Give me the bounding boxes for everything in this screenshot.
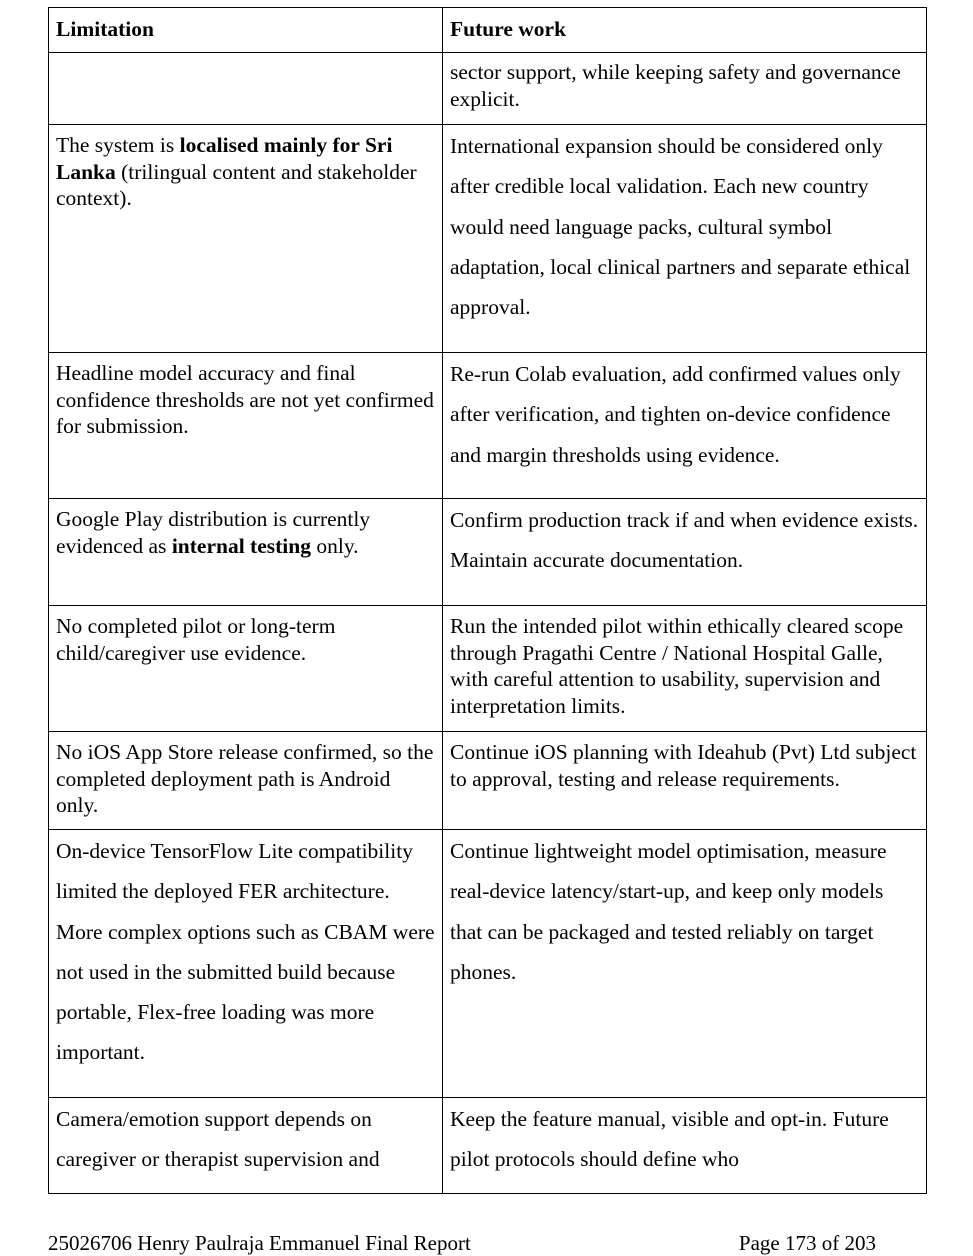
table-row [49, 732, 927, 830]
limitation-text: (trilingual content and stakeholder context). [56, 159, 417, 210]
table-row [49, 353, 927, 499]
footer-page-number: Page 173 of 203 [738, 1231, 876, 1255]
limitation-text: only. [310, 533, 359, 558]
limitation-cell [49, 125, 443, 353]
limitation-cell: Headline model accuracy and final confidence thresholds are not yet confirmed for submission. [49, 353, 443, 499]
future-work-cell: Run the intended pilot within ethically cleared scope through Pragathi Centre / National Hospital Galle, with careful attention to usability, supervision and interpretation limits. [443, 606, 927, 732]
table-row [49, 606, 927, 732]
header-future-work: Future work [443, 8, 927, 53]
future-work-cell: International expansion should be considered only after credible local validation. Each new country would need language packs, cultural symbol adaptation, local clinical partners and separate ethical approval. [443, 125, 927, 353]
table-row [49, 53, 927, 125]
limitation-text: The system is [56, 133, 180, 157]
header-limitation: Limitation [49, 8, 443, 53]
future-work-cell: Continue iOS planning with Ideahub (Pvt) Ltd subject to approval, testing and release requirements. [443, 732, 927, 830]
table-row [49, 499, 927, 606]
table-row [49, 1098, 927, 1194]
limitations-table [48, 7, 927, 1194]
limitation-cell: No completed pilot or long-term child/caregiver use evidence. [49, 606, 443, 732]
limitation-cell: On-device TensorFlow Lite compatibility limited the deployed FER architecture. More complex options such as CBAM were not used in the submitted build because portable, Flex-free loading was more important. [49, 830, 443, 1098]
limitation-bold-text: localised mainly for Sri Lanka [56, 133, 393, 184]
limitation-cell: No iOS App Store release confirmed, so the completed deployment path is Android only. [49, 732, 443, 830]
footer-report-title: 25026706 Henry Paulraja Emmanuel Final Report [48, 1231, 471, 1255]
future-work-cell: Continue lightweight model optimisation, measure real-device latency/start-up, and keep only models that can be packaged and tested reliably on target phones. [443, 830, 927, 1098]
future-work-cell: sector support, while keeping safety and governance explicit. [443, 53, 927, 125]
future-work-cell: Confirm production track if and when evidence exists. Maintain accurate documentation. [443, 499, 927, 606]
page-footer [48, 1230, 926, 1256]
future-work-cell: Keep the feature manual, visible and opt-in. Future pilot protocols should define who [443, 1098, 927, 1194]
table-row [49, 125, 927, 353]
limitation-cell: Camera/emotion support depends on caregiver or therapist supervision and [49, 1098, 443, 1194]
future-work-cell: Re-run Colab evaluation, add confirmed values only after verification, and tighten on-device confidence and margin thresholds using evidence. [443, 353, 927, 499]
limitation-text: Google Play distribution is currently evidenced as [56, 507, 371, 558]
table-row [49, 830, 927, 1098]
limitation-bold-text: internal testing [171, 533, 311, 558]
limitation-cell [49, 499, 443, 606]
limitation-cell [49, 53, 443, 125]
table-header-row [49, 8, 927, 53]
